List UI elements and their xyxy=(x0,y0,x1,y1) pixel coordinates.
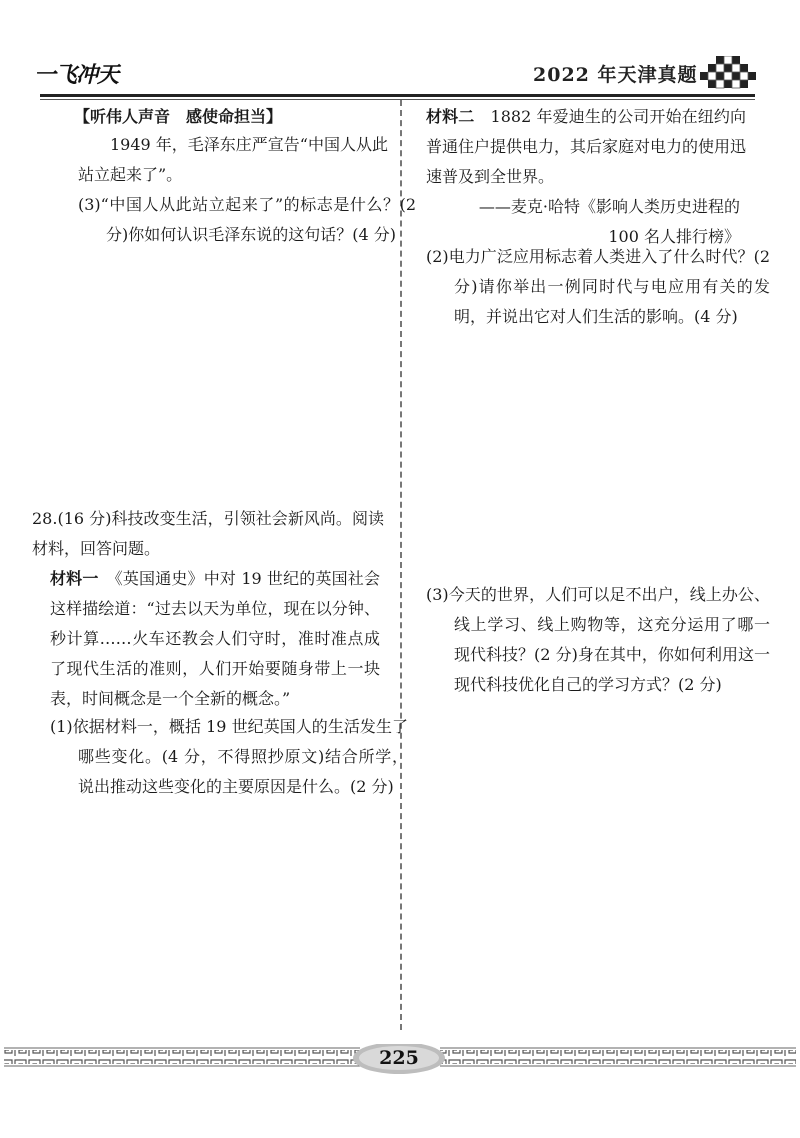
checkerboard-icon xyxy=(694,56,756,92)
header-rule-thin xyxy=(40,99,755,100)
page-header xyxy=(0,0,800,110)
page-number: 225 xyxy=(379,1047,419,1069)
material-two-label: 材料二 xyxy=(426,107,475,126)
page-footer xyxy=(0,1030,800,1110)
exam-title: 2022 年天津真题 xyxy=(533,64,698,86)
question-3-right: (3)今天的世界，人们可以足不出户，线上办公、线上学习、线上购物等，这充分运用了哪一现代科技？(2 分)身在其中，你如何利用这一现代科技优化自己的学习方式？(2 分) xyxy=(426,585,770,694)
question-1: (1)依据材料一，概括 19 世纪英国人的生活发生了哪些变化。(4 分，不得照抄原文)结合所学，说出推动这些变化的主要原因是什么。(2 分) xyxy=(50,717,408,796)
material-one xyxy=(50,564,380,714)
intro-paragraph: 1949 年，毛泽东庄严宣告“中国人从此站立起来了”。 xyxy=(78,135,388,184)
brand-logo: 一飞冲天 xyxy=(34,63,119,88)
material-two-text: 1882 年爱迪生的公司开始在纽约向普通住户提供电力，其后家庭对电力的使用迅速普及到全世界。 xyxy=(426,107,747,186)
source-line-1: ——麦克·哈特《影响人类历史进程的 xyxy=(478,197,740,216)
header-rule xyxy=(40,94,755,97)
material-one-text: 《英国通史》中对 19 世纪的英国社会这样描绘道：“过去以天为单位，现在以分钟、秒计算……火车还教会人们守时，准时准点成了现代生活的准则，人们开始要随身带上一块表，时间概念是一个全新的概念。” xyxy=(50,569,380,708)
question-3: (3)“中国人从此站立起来了”的标志是什么？(2 分)你如何认识毛泽东说的这句话？(4 分) xyxy=(78,195,416,244)
section-heading: 【听伟人声音 感使命担当】 xyxy=(74,107,283,126)
question-28: 28.(16 分)科技改变生活，引领社会新风尚。阅读材料，回答问题。 xyxy=(32,509,384,558)
question-2: (2)电力广泛应用标志着人类进入了什么时代？(2 分)请你举出一例同时代与电应用有关的发明，并说出它对人们生活的影响。(4 分) xyxy=(426,247,770,326)
material-one-label: 材料一 xyxy=(50,569,99,588)
source-line-2: 100 名人排行榜》 xyxy=(608,227,740,246)
material-two xyxy=(426,102,746,192)
